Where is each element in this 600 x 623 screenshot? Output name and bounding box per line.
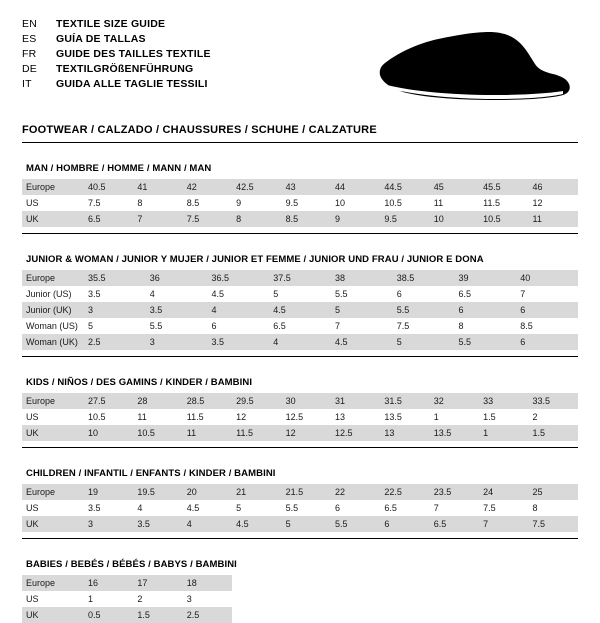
size-cell: 5: [88, 321, 94, 331]
language-label: GUÍA DE TALLAS: [56, 33, 146, 45]
size-cell: 10.5: [133, 425, 182, 441]
size-cell: [529, 591, 578, 607]
row-label: US: [26, 594, 39, 604]
language-row: [22, 78, 211, 91]
language-row: [22, 33, 211, 46]
size-table: [22, 179, 578, 227]
size-cell: 1.5: [529, 425, 578, 441]
size-cell: 12.5: [331, 425, 380, 441]
size-cell: 7: [479, 516, 528, 532]
size-cell: 6: [396, 289, 402, 299]
section-title: FOOTWEAR / CALZADO / CHAUSSURES / SCHUHE / CALZATURE: [22, 124, 377, 136]
size-cell: [232, 591, 281, 607]
size-cell: [380, 607, 429, 623]
row-label: Europe: [22, 179, 84, 195]
size-cell: 27.5: [84, 393, 133, 409]
group-divider: [22, 538, 578, 539]
row-label: Europe: [22, 484, 84, 500]
language-label: GUIDA ALLE TAGLIE TESSILI: [56, 78, 208, 90]
size-cell: 7.5: [183, 211, 232, 227]
size-cell: [282, 591, 331, 607]
size-cell: [380, 575, 429, 591]
row-label: Europe: [22, 393, 84, 409]
size-cell: 13: [334, 412, 345, 422]
size-cell: 4: [149, 289, 155, 299]
size-cell: 24: [479, 484, 528, 500]
size-cell: 4: [183, 516, 232, 532]
size-cell: 4.5: [232, 516, 281, 532]
size-table-group: [22, 468, 578, 539]
size-cell: 2: [532, 412, 538, 422]
size-cell: [331, 591, 380, 607]
size-cell: 38: [331, 270, 393, 286]
size-cell: [232, 607, 281, 623]
language-code: EN: [22, 18, 37, 30]
language-label: TEXTILE SIZE GUIDE: [56, 18, 166, 30]
size-cell: 2.5: [84, 334, 146, 350]
size-cell: [529, 607, 578, 623]
size-table-group: [22, 559, 578, 623]
size-cell: 7: [433, 503, 439, 513]
size-cell: 28.5: [183, 393, 232, 409]
group-divider: [22, 447, 578, 448]
size-cell: 9: [236, 198, 242, 208]
size-cell: [380, 591, 429, 607]
size-cell: 8.5: [282, 211, 331, 227]
title-divider: [22, 142, 578, 143]
size-cell: 6: [455, 302, 517, 318]
language-label: TEXTILGRÖßENFÜHRUNG: [56, 63, 194, 75]
size-cell: 4.5: [211, 289, 225, 299]
size-cell: 8: [458, 321, 464, 331]
size-cell: 13: [380, 425, 429, 441]
size-cell: 10.5: [88, 412, 106, 422]
row-label: Junior (UK): [22, 302, 84, 318]
size-cell: 44: [331, 179, 380, 195]
size-cell: 4: [208, 302, 270, 318]
size-cell: 42.5: [232, 179, 281, 195]
size-cell: 7: [335, 321, 341, 331]
size-cell: 20: [183, 484, 232, 500]
size-cell: 5: [273, 289, 279, 299]
size-cell: 40.5: [84, 179, 133, 195]
size-cell: [479, 575, 528, 591]
size-cell: 41: [133, 179, 182, 195]
size-cell: 1: [479, 425, 528, 441]
size-cell: 31: [331, 393, 380, 409]
size-cell: 6: [380, 516, 429, 532]
language-code: DE: [22, 63, 37, 75]
size-cell: [282, 575, 331, 591]
language-row: [22, 18, 211, 31]
size-cell: 16: [84, 575, 133, 591]
table-row: [22, 591, 578, 607]
size-cell: 1.5: [483, 412, 496, 422]
size-table: [22, 575, 578, 623]
size-cell: 40: [516, 270, 578, 286]
size-cell: 44.5: [380, 179, 429, 195]
size-cell: 11: [529, 211, 578, 227]
size-cell: 12: [532, 198, 543, 208]
size-cell: 5.5: [149, 321, 163, 331]
size-table-title: KIDS / NIÑOS / DES GAMINS / KINDER / BAMBINI: [26, 377, 253, 388]
size-cell: 8: [232, 211, 281, 227]
size-table-group: [22, 377, 578, 448]
size-cell: 5.5: [393, 302, 455, 318]
language-code: IT: [22, 78, 32, 90]
size-cell: 28: [133, 393, 182, 409]
row-label: UK: [22, 211, 84, 227]
table-row: [22, 334, 578, 350]
size-cell: 36: [146, 270, 208, 286]
table-row: [22, 302, 578, 318]
size-cell: 25: [529, 484, 578, 500]
size-cell: 3.5: [88, 503, 101, 513]
size-table-title: CHILDREN / INFANTIL / ENFANTS / KINDER / BAMBINI: [26, 468, 276, 479]
size-cell: 7.5: [483, 503, 496, 513]
row-label: UK: [22, 516, 84, 532]
size-table: [22, 270, 578, 350]
size-cell: 3: [84, 516, 133, 532]
language-code: FR: [22, 48, 37, 60]
size-cell: 4: [269, 334, 331, 350]
size-cell: 10: [84, 425, 133, 441]
size-cell: 1: [88, 594, 94, 604]
size-cell: [232, 575, 281, 591]
size-cell: 30: [282, 393, 331, 409]
size-cell: 12.5: [285, 412, 304, 422]
row-label: Junior (US): [26, 289, 72, 299]
table-row: [22, 270, 578, 286]
size-cell: 9.5: [285, 198, 299, 208]
size-cell: 2: [137, 594, 143, 604]
size-cell: 4.5: [269, 302, 331, 318]
size-cell: 4.5: [331, 334, 393, 350]
size-cell: 13.5: [430, 425, 479, 441]
size-cell: 13.5: [384, 412, 402, 422]
table-row: [22, 318, 578, 334]
language-label: GUIDE DES TAILLES TEXTILE: [56, 48, 211, 60]
size-cell: 5: [282, 516, 331, 532]
size-cell: 1: [433, 412, 439, 422]
size-cell: [479, 607, 528, 623]
size-cell: 11.5: [483, 198, 500, 208]
size-cell: 3: [186, 594, 192, 604]
size-cell: 4: [137, 503, 143, 513]
table-row: [22, 484, 578, 500]
size-cell: [479, 591, 528, 607]
size-cell: 5: [236, 503, 242, 513]
size-cell: [331, 607, 380, 623]
size-cell: 8.5: [520, 321, 533, 331]
size-cell: 45.5: [479, 179, 528, 195]
size-cell: [430, 607, 479, 623]
size-cell: 8.5: [186, 198, 200, 208]
language-row: [22, 48, 211, 61]
size-cell: 12: [236, 412, 247, 422]
size-cell: 21: [232, 484, 281, 500]
row-label: US: [26, 412, 39, 422]
table-row: [22, 607, 578, 623]
size-cell: 31.5: [380, 393, 429, 409]
language-list: [22, 18, 211, 91]
size-cell: 37.5: [269, 270, 331, 286]
size-table: [22, 484, 578, 532]
size-cell: 6.5: [384, 503, 397, 513]
group-divider: [22, 233, 578, 234]
row-label: Woman (US): [26, 321, 78, 331]
size-cell: 9.5: [380, 211, 429, 227]
row-label: UK: [22, 425, 84, 441]
size-cell: 45: [430, 179, 479, 195]
row-label: Europe: [22, 270, 84, 286]
size-cell: 6.5: [430, 516, 479, 532]
table-row: [22, 516, 578, 532]
size-cell: 3.5: [208, 334, 270, 350]
size-cell: 7.5: [396, 321, 410, 331]
dress-shoe-icon: [377, 30, 572, 110]
size-cell: 23.5: [430, 484, 479, 500]
size-cell: 6: [334, 503, 340, 513]
size-cell: 7.5: [529, 516, 578, 532]
size-cell: 8: [137, 198, 143, 208]
row-label: Woman (UK): [22, 334, 84, 350]
size-cell: 11: [183, 425, 232, 441]
size-cell: 7: [520, 289, 526, 299]
size-cell: 11: [433, 198, 444, 208]
size-cell: 6: [516, 334, 578, 350]
size-cell: 39: [455, 270, 517, 286]
size-cell: 22.5: [380, 484, 429, 500]
group-divider: [22, 356, 578, 357]
size-table-group: [22, 163, 578, 234]
size-cell: [430, 575, 479, 591]
table-row: [22, 179, 578, 195]
size-cell: 5.5: [335, 289, 348, 299]
table-row: [22, 500, 578, 516]
size-cell: 32: [430, 393, 479, 409]
size-table: [22, 393, 578, 441]
size-cell: 7: [133, 211, 182, 227]
size-cell: 10: [430, 211, 479, 227]
table-row: [22, 393, 578, 409]
size-cell: [282, 607, 331, 623]
size-cell: 12: [282, 425, 331, 441]
size-cell: 21.5: [282, 484, 331, 500]
row-label: Europe: [22, 575, 84, 591]
size-cell: 6.5: [273, 321, 286, 331]
size-cell: 0.5: [84, 607, 133, 623]
table-row: [22, 195, 578, 211]
size-cell: [331, 575, 380, 591]
size-cell: 1.5: [133, 607, 182, 623]
size-cell: 3.5: [146, 302, 208, 318]
size-cell: [529, 575, 578, 591]
size-cell: 5.5: [331, 516, 380, 532]
size-cell: 3.5: [133, 516, 182, 532]
language-row: [22, 63, 211, 76]
size-table-title: JUNIOR & WOMAN / JUNIOR Y MUJER / JUNIOR ET FEMME / JUNIOR UND FRAU / JUNIOR E DONA: [26, 254, 484, 265]
size-cell: 9: [331, 211, 380, 227]
table-row: [22, 425, 578, 441]
size-cell: 11: [137, 412, 147, 422]
size-cell: 17: [133, 575, 182, 591]
header: [22, 18, 578, 110]
size-cell: 2.5: [183, 607, 232, 623]
size-cell: 10.5: [479, 211, 528, 227]
size-tables: [22, 163, 578, 623]
size-cell: 4.5: [186, 503, 200, 513]
size-cell: 11.5: [232, 425, 281, 441]
language-code: ES: [22, 33, 37, 45]
size-cell: 33: [479, 393, 528, 409]
size-cell: 43: [282, 179, 331, 195]
size-cell: 6.5: [84, 211, 133, 227]
size-cell: 6.5: [458, 289, 472, 299]
size-cell: 38.5: [393, 270, 455, 286]
size-cell: 8: [532, 503, 538, 513]
size-cell: 42: [183, 179, 232, 195]
size-cell: 6: [516, 302, 578, 318]
size-cell: 3.5: [88, 289, 101, 299]
size-cell: 7.5: [88, 198, 101, 208]
table-row: [22, 575, 578, 591]
size-cell: 18: [183, 575, 232, 591]
size-cell: 5.5: [455, 334, 517, 350]
size-cell: 3: [146, 334, 208, 350]
row-label: US: [26, 198, 39, 208]
size-table-title: BABIES / BEBÉS / BÉBÉS / BABYS / BAMBINI: [26, 559, 237, 570]
size-table-group: [22, 254, 578, 357]
size-cell: 33.5: [529, 393, 578, 409]
row-label: US: [26, 503, 39, 513]
size-cell: 5: [393, 334, 455, 350]
size-cell: 19: [84, 484, 133, 500]
table-row: [22, 409, 578, 425]
size-cell: [430, 591, 479, 607]
size-cell: 6: [211, 321, 217, 331]
size-cell: 10.5: [384, 198, 402, 208]
size-cell: 10: [334, 198, 345, 208]
size-cell: 5: [331, 302, 393, 318]
size-cell: 22: [331, 484, 380, 500]
size-cell: 19.5: [133, 484, 182, 500]
row-label: UK: [22, 607, 84, 623]
size-cell: 3: [84, 302, 146, 318]
size-cell: 35.5: [84, 270, 146, 286]
table-row: [22, 211, 578, 227]
table-row: [22, 286, 578, 302]
size-cell: 11.5: [186, 412, 204, 422]
size-cell: 5.5: [285, 503, 299, 513]
size-cell: 36.5: [208, 270, 270, 286]
size-cell: 46: [529, 179, 578, 195]
size-table-title: MAN / HOMBRE / HOMME / MANN / MAN: [26, 163, 212, 174]
size-cell: 29.5: [232, 393, 281, 409]
